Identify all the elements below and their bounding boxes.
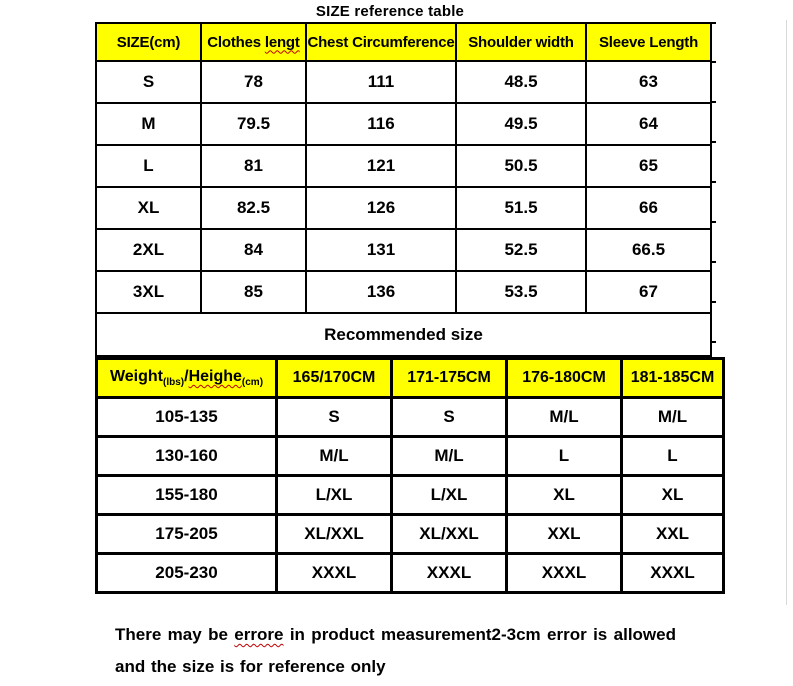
table-row	[97, 398, 724, 437]
cell-size-rec: XXL	[507, 515, 622, 554]
col-header-size: SIZE(cm)	[96, 23, 201, 61]
table-row	[96, 145, 711, 187]
cell-chest: 121	[306, 145, 456, 187]
cell-size: 3XL	[96, 271, 201, 313]
cell-size-rec: L	[622, 437, 724, 476]
gridline-tick	[710, 221, 716, 223]
cell-size-rec: L	[507, 437, 622, 476]
cell-chest: 126	[306, 187, 456, 229]
cell-clothes-length: 82.5	[201, 187, 306, 229]
cell-shoulder: 52.5	[456, 229, 586, 271]
cell-chest: 136	[306, 271, 456, 313]
size-table-header-row	[96, 23, 711, 61]
recommend-table-header-row	[97, 359, 724, 398]
cell-size-rec: XXXL	[622, 554, 724, 593]
cell-weight-range: 130-160	[97, 437, 277, 476]
cell-sleeve: 66.5	[586, 229, 711, 271]
page-title: SIZE reference table	[315, 3, 465, 20]
cell-size-rec: XL/XXL	[277, 515, 392, 554]
col-header-height-176-180: 176-180CM	[507, 359, 622, 398]
gridline-tick	[710, 341, 716, 343]
gridline-tick	[710, 61, 716, 63]
cell-clothes-length: 79.5	[201, 103, 306, 145]
gridline-tick	[710, 261, 716, 263]
cell-size: L	[96, 145, 201, 187]
misspelled-word: lengt	[264, 33, 300, 51]
cell-size-rec: L/XL	[392, 476, 507, 515]
gridline-tick	[710, 301, 716, 303]
cell-size-rec: M/L	[507, 398, 622, 437]
recommended-size-table	[95, 357, 725, 594]
col-header-chest-circumference: Chest Circumference	[306, 23, 456, 61]
cell-sleeve: 65	[586, 145, 711, 187]
col-header-clothes-length: Clothes lengt	[201, 23, 306, 61]
cell-size: XL	[96, 187, 201, 229]
table-row	[97, 554, 724, 593]
cell-weight-range: 205-230	[97, 554, 277, 593]
cell-size-rec: S	[277, 398, 392, 437]
recommended-size-label: Recommended size	[96, 313, 711, 356]
cell-weight-range: 175-205	[97, 515, 277, 554]
col-header-height-181-185: 181-185CM	[622, 359, 724, 398]
table-row	[97, 476, 724, 515]
cell-size-rec: XXXL	[507, 554, 622, 593]
cell-weight-range: 155-180	[97, 476, 277, 515]
table-row	[96, 103, 711, 145]
table-row	[97, 437, 724, 476]
cell-chest: 111	[306, 61, 456, 103]
cell-size-rec: M/L	[277, 437, 392, 476]
cell-chest: 131	[306, 229, 456, 271]
cell-size-rec: XL/XXL	[392, 515, 507, 554]
cell-shoulder: 51.5	[456, 187, 586, 229]
cell-shoulder: 50.5	[456, 145, 586, 187]
size-reference-table	[95, 22, 712, 357]
cell-shoulder: 48.5	[456, 61, 586, 103]
cell-clothes-length: 81	[201, 145, 306, 187]
gridline-tick	[710, 101, 716, 103]
cell-size-rec: XXXL	[277, 554, 392, 593]
cell-sleeve: 66	[586, 187, 711, 229]
cell-size-rec: XL	[622, 476, 724, 515]
faint-gridline	[786, 20, 787, 605]
cell-sleeve: 63	[586, 61, 711, 103]
cell-size-rec: XXL	[622, 515, 724, 554]
cell-size: 2XL	[96, 229, 201, 271]
cell-size-rec: M/L	[622, 398, 724, 437]
misspelled-word: errore	[234, 625, 284, 644]
gridline-tick	[710, 181, 716, 183]
footnote-line1: There may be errore in product measurement2-3cm error is allowed	[115, 625, 676, 644]
cell-sleeve: 67	[586, 271, 711, 313]
cell-size-rec: M/L	[392, 437, 507, 476]
col-header-height-165-170: 165/170CM	[277, 359, 392, 398]
gridline-tick	[710, 141, 716, 143]
cell-sleeve: 64	[586, 103, 711, 145]
cell-weight-range: 105-135	[97, 398, 277, 437]
table-row	[96, 229, 711, 271]
cell-clothes-length: 85	[201, 271, 306, 313]
cell-size-rec: XXXL	[392, 554, 507, 593]
cell-chest: 116	[306, 103, 456, 145]
gridline-tick	[710, 22, 716, 24]
table-row	[96, 187, 711, 229]
footnote-line2: and the size is for reference only	[115, 657, 386, 676]
col-header-shoulder-width: Shoulder width	[456, 23, 586, 61]
cell-clothes-length: 84	[201, 229, 306, 271]
col-header-sleeve-length: Sleeve Length	[586, 23, 711, 61]
cell-size: S	[96, 61, 201, 103]
misspelled-word: Heighe	[188, 368, 242, 385]
col-header-height-171-175: 171-175CM	[392, 359, 507, 398]
cell-clothes-length: 78	[201, 61, 306, 103]
cell-size-rec: S	[392, 398, 507, 437]
table-row	[97, 515, 724, 554]
cell-shoulder: 53.5	[456, 271, 586, 313]
recommended-size-row	[96, 313, 711, 356]
cell-shoulder: 49.5	[456, 103, 586, 145]
cell-size-rec: XL	[507, 476, 622, 515]
cell-size-rec: L/XL	[277, 476, 392, 515]
col-header-weight-height: Weight$_{(lbs)}$/Heighe$_{(cm)}$	[97, 359, 277, 398]
table-row	[96, 271, 711, 313]
cell-size: M	[96, 103, 201, 145]
table-row	[96, 61, 711, 103]
